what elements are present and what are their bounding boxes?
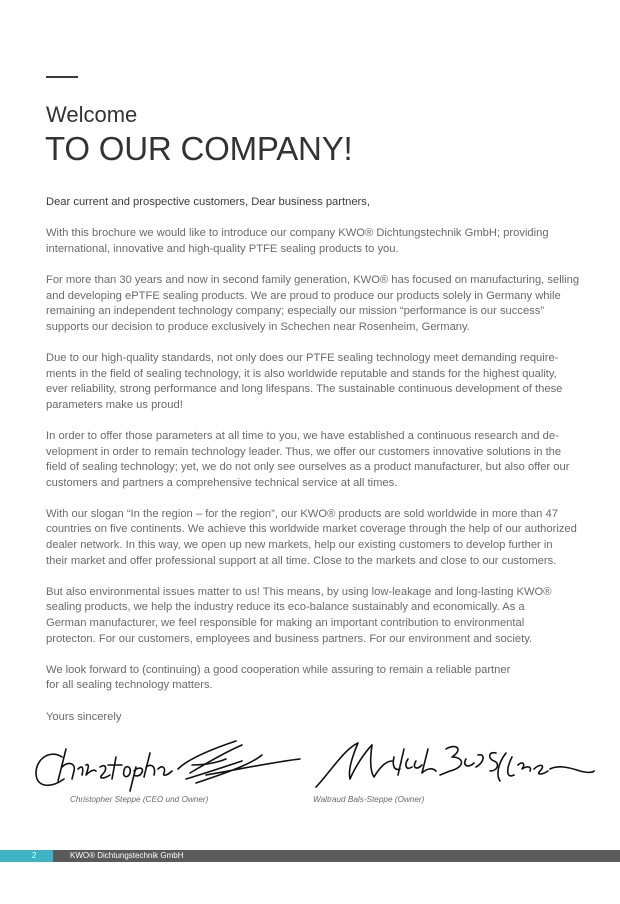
paragraph-history	[46, 273, 580, 335]
paragraph-quality	[46, 351, 566, 413]
signature-christopher-steppe	[30, 735, 305, 793]
text-line: countries on five continents. We achieve this worldwide market coverage through the help of our authorized	[46, 523, 577, 536]
text-line: dealer network. In this way, we open up new markets, help our existing customers to develop further in	[46, 539, 553, 552]
text-line: But also environmental issues matter to us! This means, by using low-leakage and long-lasting KWO®	[46, 585, 552, 598]
text-line: their market and offer professional support at all time. Close to the markets and close to our customers.	[46, 554, 557, 567]
text-line: sealing products, we help the industry reduce its eco-balance sustainably and economically. As a	[46, 601, 525, 614]
text-line: In order to offer those parameters at all time to you, we have established a continuous research and de-	[46, 429, 559, 442]
text-line: With our slogan “In the region – for the region”, our KWO® products are sold worldwide in more than 47	[46, 507, 558, 520]
text-line: parameters make us proud!	[46, 398, 183, 411]
paragraph-slogan	[46, 507, 577, 569]
text-line: German manufacturer, we feel responsible for making an important contribution to environmental	[46, 617, 525, 630]
signature-name-owner: Waltraud Bals-Steppe (Owner)	[313, 795, 425, 804]
title-accent-rule	[46, 76, 78, 78]
text-line: field of sealing technology; yet, we do not only see ourselves as a product manufacturer, but also offer our	[46, 461, 570, 474]
text-line: international, innovative and high-quality PTFE sealing products to you.	[46, 242, 399, 255]
text-line: We look forward to (continuing) a good cooperation while assuring to remain a reliable partner	[46, 663, 511, 676]
text-line: and developing ePTFE sealing products. We are proud to produce our products solely in Germany while	[46, 289, 561, 302]
signature-waltraud-bals-steppe	[300, 735, 595, 793]
closing-line: Yours sincerely	[46, 710, 122, 723]
salutation: Dear current and prospective customers, Dear business partners,	[46, 196, 370, 208]
paragraph-research	[46, 429, 570, 491]
footer-bar	[0, 850, 620, 862]
signature-name-ceo: Christopher Steppe (CEO und Owner)	[70, 795, 209, 804]
text-line: With this brochure we would like to introduce our company KWO® Dichtungstechnik GmbH; providing	[46, 227, 549, 240]
text-line: Due to our high-quality standards, not only does our PTFE sealing technology meet demanding require-	[46, 351, 559, 364]
welcome-heading: Welcome	[46, 102, 138, 127]
letter-body	[46, 195, 580, 725]
text-line: velopment in order to remain technology leader. Thus, we offer our customers innovative solutions in the	[46, 445, 562, 458]
text-line: for all sealing technology matters.	[46, 679, 213, 692]
text-line: supports our decision to produce exclusively in Schechen near Rosenheim, Germany.	[46, 320, 470, 333]
footer-company-name: KWO® Dichtungstechnik GmbH	[70, 851, 184, 860]
text-line: ments in the field of sealing technology, it is also worldwide reputable and stands for the highest quality,	[46, 367, 557, 380]
paragraph-environment	[46, 585, 566, 647]
text-line: ever reliability, strong performance and long lifespans. The sustainable continuous development of these	[46, 383, 563, 396]
paragraph-intro	[46, 226, 566, 257]
text-line: remaining an independent technology company; especially our mission “performance is our success”	[46, 305, 545, 318]
text-line: protecton. For our customers, employees and business partners. For our environment and society.	[46, 632, 533, 645]
page-number: 2	[0, 850, 53, 862]
paragraph-cooperation	[46, 663, 566, 694]
page-title: TO OUR COMPANY!	[45, 130, 353, 167]
text-line: For more than 30 years and now in second family generation, KWO® has focused on manufacturing, selling	[46, 273, 580, 286]
text-line: customers and partners a comprehensive technical service at all times.	[46, 476, 398, 489]
